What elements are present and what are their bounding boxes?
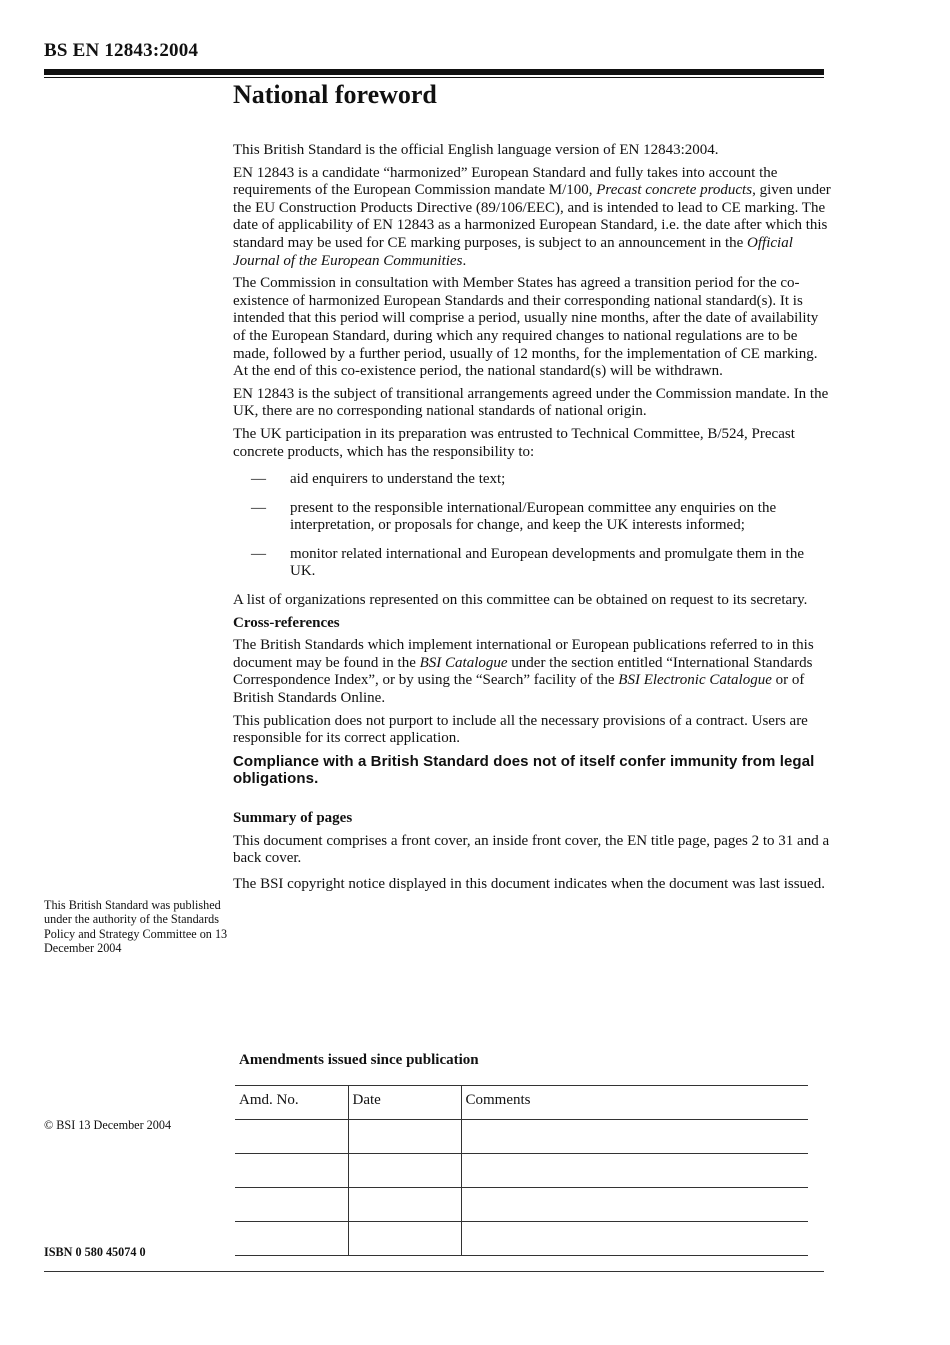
list-item: — aid enquirers to understand the text; [251, 471, 506, 488]
table-cell [348, 1154, 461, 1188]
paragraph-5: The UK participation in its preparation was entrusted to Technical Committee, B/524, Precast concrete products, which has the responsibility to: [233, 425, 795, 460]
table-cell [348, 1222, 461, 1256]
table-cell [348, 1120, 461, 1154]
column-header-date: Date [348, 1086, 461, 1120]
table-cell [235, 1120, 348, 1154]
table-row [235, 1154, 808, 1188]
table-cell [461, 1222, 808, 1256]
catalogue-title: BSI Catalogue [419, 654, 508, 671]
column-header-comments: Comments [461, 1086, 808, 1120]
compliance-statement: Compliance with a British Standard does not of itself confer immunity from legal obligations. [233, 752, 815, 788]
table-cell [235, 1154, 348, 1188]
summary-heading: Summary of pages [233, 810, 353, 826]
paragraph-3: The Commission in consultation with Member States has agreed a transition period for the co-existence of harmonized European Standards and their corresponding national standard(s). It is intended that this period will comprise a period, usually nine months, after the date of availability of the European Standard, during which any required changes to national regulations are to be made, followed by a further period, usually of 12 months, for the implementation of CE marking. At the end of this co-existence period, the national standard(s) will be withdrawn. [233, 275, 819, 380]
table-row [235, 1120, 808, 1154]
table-row [235, 1188, 808, 1222]
paragraph-6: A list of organizations represented on this committee can be obtained on request to its secretary. [233, 592, 808, 609]
mandate-title: Precast concrete products [596, 182, 753, 199]
publication-note: This British Standard was published under the authority of the Standards Policy and Strategy Committee on 13 December 2004 [44, 898, 228, 955]
footer-rule [44, 1271, 824, 1272]
paragraph-4: EN 12843 is the subject of transitional arrangements agreed under the Commission mandate. In the UK, there are no corresponding national standards of national origin. [233, 385, 829, 420]
summary-paragraph-1: This document comprises a front cover, an inside front cover, the EN title page, pages 2 to 31 and a back cover. [233, 832, 830, 867]
cross-references-paragraph: The British Standards which implement international or European publications referred to in this document may be found in the BSI Catalogue under the section entitled “International Standards Correspondence Index”, or by using the “Search” facility of the BSI Electronic Catalogue or of British Standards Online. [233, 637, 814, 707]
isbn: ISBN 0 580 45074 0 [44, 1245, 146, 1259]
journal-title: Official Journal of the European Communities [233, 234, 793, 269]
copyright-notice: © BSI 13 December 2004 [44, 1118, 172, 1132]
column-header-amd-no: Amd. No. [235, 1086, 348, 1120]
table-cell [348, 1188, 461, 1222]
summary-paragraph-2: The BSI copyright notice displayed in this document indicates when the document was last issued. [233, 875, 825, 892]
table-cell [461, 1188, 808, 1222]
list-item: — monitor related international and European developments and promulgate them in the UK. [251, 545, 805, 580]
paragraph-2: EN 12843 is a candidate “harmonized” European Standard and fully takes into account the requirements of the European Commission mandate M/100, Precast concrete products, given under the EU Construction Products Directive (89/106/EEC), and is intended to lead to CE marking. The date of applicability of EN 12843 as a harmonized European Standard, i.e. the date after which this standard may be used for CE marking purposes, is subject to an announcement in the Official Journal of the European Communities. [233, 164, 831, 269]
electronic-catalogue-title: BSI Electronic Catalogue [618, 672, 772, 689]
table-cell [461, 1154, 808, 1188]
amendments-table [235, 1085, 808, 1256]
table-cell [461, 1120, 808, 1154]
amendments-title: Amendments issued since publication [239, 1052, 479, 1068]
table-row [235, 1222, 808, 1256]
header-rule-thick [44, 69, 824, 75]
table-cell [235, 1222, 348, 1256]
responsibility-list [233, 471, 833, 581]
paragraph-1: This British Standard is the official English language version of EN 12843:2004. [233, 142, 719, 158]
table-cell [235, 1188, 348, 1222]
table-header-row [235, 1086, 808, 1120]
foreword-body [233, 142, 833, 898]
contract-paragraph: This publication does not purport to include all the necessary provisions of a contract. Users are responsible for its correct application. [233, 712, 808, 747]
cross-references-heading: Cross-references [233, 614, 340, 631]
document-code: BS EN 12843:2004 [44, 40, 199, 61]
page-title: National foreword [233, 80, 437, 109]
header-rule-thin [44, 77, 824, 78]
list-item: — present to the responsible international/European committee any enquiries on the interpretation, or proposals for change, and keep the UK interests informed; [251, 499, 777, 534]
